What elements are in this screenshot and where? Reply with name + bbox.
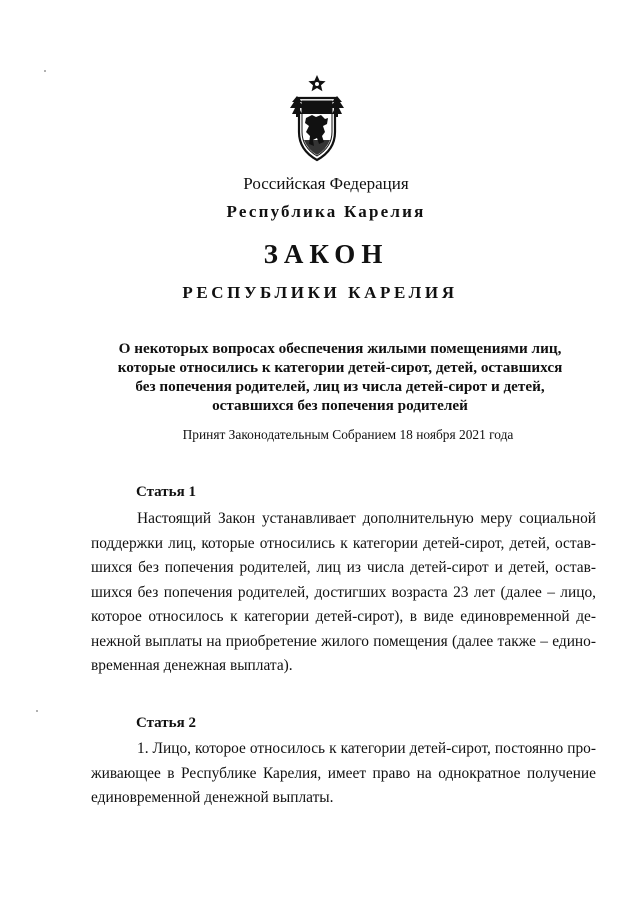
law-heading-line: оставшихся без попечения родителей xyxy=(212,397,468,414)
text-line: шихся без попечения родителей, достигших возраста 23 лет (далее – лицо, xyxy=(91,583,596,601)
article-2-text xyxy=(91,737,596,811)
text-line: поддержки лиц, которые относились к категории детей-сирот, детей, остав- xyxy=(91,534,596,552)
scan-speck xyxy=(36,710,38,712)
law-heading-line: О некоторых вопросах обеспечения жилыми помещениями лиц, xyxy=(118,340,562,357)
federation-label: Российская Федерация xyxy=(243,174,409,193)
text-line: временная денежная выплата). xyxy=(91,657,293,674)
karelia-coat-of-arms-icon xyxy=(286,74,348,164)
text-line: единовременной денежной выплаты. xyxy=(91,789,334,806)
republic-label: Республика Карелия xyxy=(226,202,426,221)
text-line: шихся без попечения родителей, лиц из числа детей-сирот и детей, остав- xyxy=(91,559,596,576)
text-line: Настоящий Закон устанавливает дополнительную меру социальной xyxy=(137,510,596,527)
text-line: которое относилось к категории детей-сирот), в виде единовременной де- xyxy=(91,608,596,625)
text-line: 1. Лицо, которое относилось к категории детей-сирот, постоянно про- xyxy=(137,740,596,757)
text-line: живающее в Республике Карелия, имеет право на однократное получение xyxy=(91,764,596,782)
article-1-title: Статья 1 xyxy=(136,484,196,500)
adoption-date-note: Принят Законодательным Собранием 18 ноября 2021 года xyxy=(182,427,514,442)
text-line: нежной выплаты на приобретение жилого помещения (далее также – едино- xyxy=(91,632,596,650)
article-1-text xyxy=(91,507,596,679)
law-heading xyxy=(90,339,590,415)
law-heading-line: без попечения родителей, лиц из числа детей-сирот и детей, xyxy=(135,378,545,395)
law-heading-line: которые относились к категории детей-сирот, детей, оставшихся xyxy=(117,359,563,376)
document-issuer-title: РЕСПУБЛИКИ КАРЕЛИЯ xyxy=(182,283,458,302)
scan-speck xyxy=(44,70,46,72)
article-2-title: Статья 2 xyxy=(136,715,196,731)
document-type-title: ЗАКОН xyxy=(263,239,389,269)
